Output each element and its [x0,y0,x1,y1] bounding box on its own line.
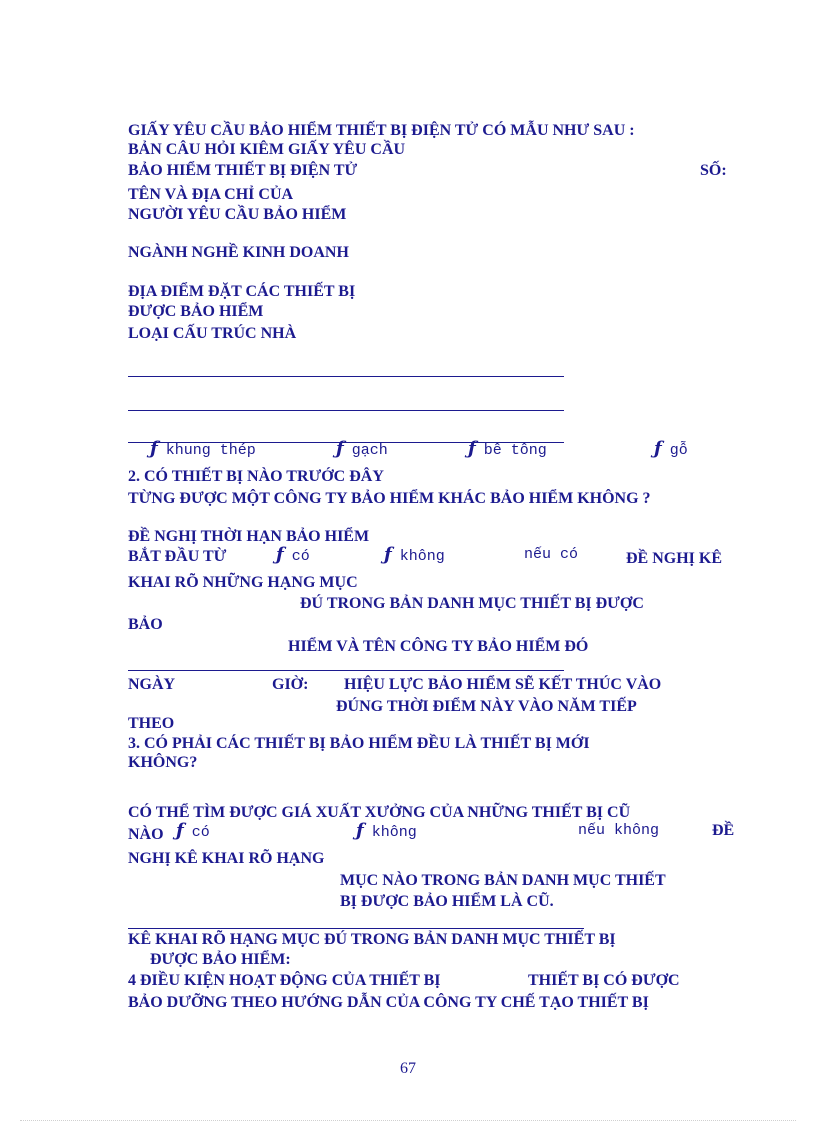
date-label: NGÀY [128,676,176,693]
answer-line-5[interactable] [128,928,584,929]
used-equipment-label-4: MỤC NÀO TRONG BẢN DANH MỤC THIẾT [340,872,666,889]
form-title-1: BẢN CÂU HỎI KIÊM GIẤY YÊU CẦU [128,141,406,158]
date-time-label: ĐÚNG THỜI ĐIỂM NÀY VÀO NĂM TIẾP [336,698,637,715]
question-3-line-1: 3. CÓ PHẢI CÁC THIẾT BỊ BẢO HIỂM ĐỀU LÀ THIẾT BỊ MỚI [128,735,590,752]
heading: GIẤY YÊU CẦU BẢO HIỂM THIẾT BỊ ĐIỆN TỬ CÓ MẪU NHƯ SAU : [128,122,635,139]
used-equipment-label-2: NÀO [128,826,164,843]
page-bottom-divider [20,1120,796,1121]
propose-declare-label: NGHỊ KÊ KHAI RÕ HẠNG [128,850,325,867]
question-4-line-1: 4 ĐIỀU KIỆN HOẠT ĐỘNG CỦA THIẾT BỊ [128,972,441,989]
form-title-2: BẢO HIỂM THIẾT BỊ ĐIỆN TỬ [128,162,358,179]
applicant-label-1: TÊN VÀ ĐỊA CHỈ CỦA [128,186,294,203]
answer-line-2[interactable] [128,410,564,411]
answer-line-4[interactable] [128,670,564,671]
if-no-label: nếu không [578,822,660,839]
location-label-1: ĐỊA ĐIỂM ĐẶT CÁC THIẾT BỊ [128,283,356,300]
question-4-line-2: THIẾT BỊ CÓ ĐƯỢC [528,972,680,989]
period-no[interactable]: ƒ không [384,544,445,565]
question-2-line-1: 2. CÓ THIẾT BỊ NÀO TRƯỚC ĐÂY [128,468,384,485]
so-label: SỐ: [700,162,727,179]
propose-list-label: ĐỀ NGHỊ KÊ [626,550,723,567]
option-steel-frame[interactable]: ƒ khung thép [150,438,256,459]
building-type-label: LOẠI CẤU TRÚC NHÀ [128,325,297,342]
insured-with-label: HIỂM VÀ TÊN CÔNG TY BẢO HIỂM ĐÓ [288,638,589,655]
used-equipment-label-5: BỊ ĐƯỢC BẢO HIỂM LÀ CŨ. [340,893,554,910]
used-equipment-label-1: CÓ THỂ TÌM ĐƯỢC GIÁ XUẤT XƯỞNG CỦA NHỮNG THIẾT BỊ CŨ [128,804,631,821]
page-number: 67 [400,1060,416,1077]
question-3-line-2: KHÔNG? [128,754,198,771]
time-label: GIỜ: [272,676,309,693]
used-equipment-label-3: ĐỀ [712,822,735,839]
used-yes[interactable]: ƒ có [176,820,210,841]
period-yes[interactable]: ƒ có [276,544,310,565]
location-label-2: ĐƯỢC BẢO HIỂM [128,303,264,320]
period-label: ĐỀ NGHỊ THỜI HẠN BẢO HIỂM [128,528,370,545]
start-from-label: BẮT ĐẦU TỪ [128,548,227,565]
option-concrete[interactable]: ƒ bê tông [468,438,547,459]
declare-items-label-2: KÊ KHAI RÕ HẠNG MỤC ĐÚ TRONG BẢN DANH MỤC THIẾT BỊ [128,931,616,948]
in-list-label: ĐÚ TRONG BẢN DANH MỤC THIẾT BỊ ĐƯỢC [300,595,644,612]
bao-label: BẢO [128,616,163,633]
if-yes-label: nếu có [524,546,579,563]
option-brick[interactable]: ƒ gạch [336,438,388,459]
question-4-line-3: BẢO DƯỠNG THEO HƯỚNG DẪN CỦA CÔNG TY CHẾ TẠO THIẾT BỊ [128,994,649,1011]
answer-line-1[interactable] [128,376,564,377]
business-label: NGÀNH NGHỀ KINH DOANH [128,244,349,261]
theo-label: THEO [128,715,175,732]
declare-items-label-3: ĐƯỢC BẢO HIỂM: [150,951,291,968]
used-no[interactable]: ƒ không [356,820,417,841]
validity-label: HIỆU LỰC BẢO HIỂM SẼ KẾT THÚC VÀO [344,676,662,693]
question-2-line-2: TỪNG ĐƯỢC MỘT CÔNG TY BẢO HIỂM KHÁC BẢO HIỂM KHÔNG ? [128,490,651,507]
applicant-label-2: NGƯỜI YÊU CẦU BẢO HIỂM [128,206,347,223]
option-wood[interactable]: ƒ gỗ [654,438,688,459]
declare-items-label: KHAI RÕ NHỮNG HẠNG MỤC [128,574,358,591]
